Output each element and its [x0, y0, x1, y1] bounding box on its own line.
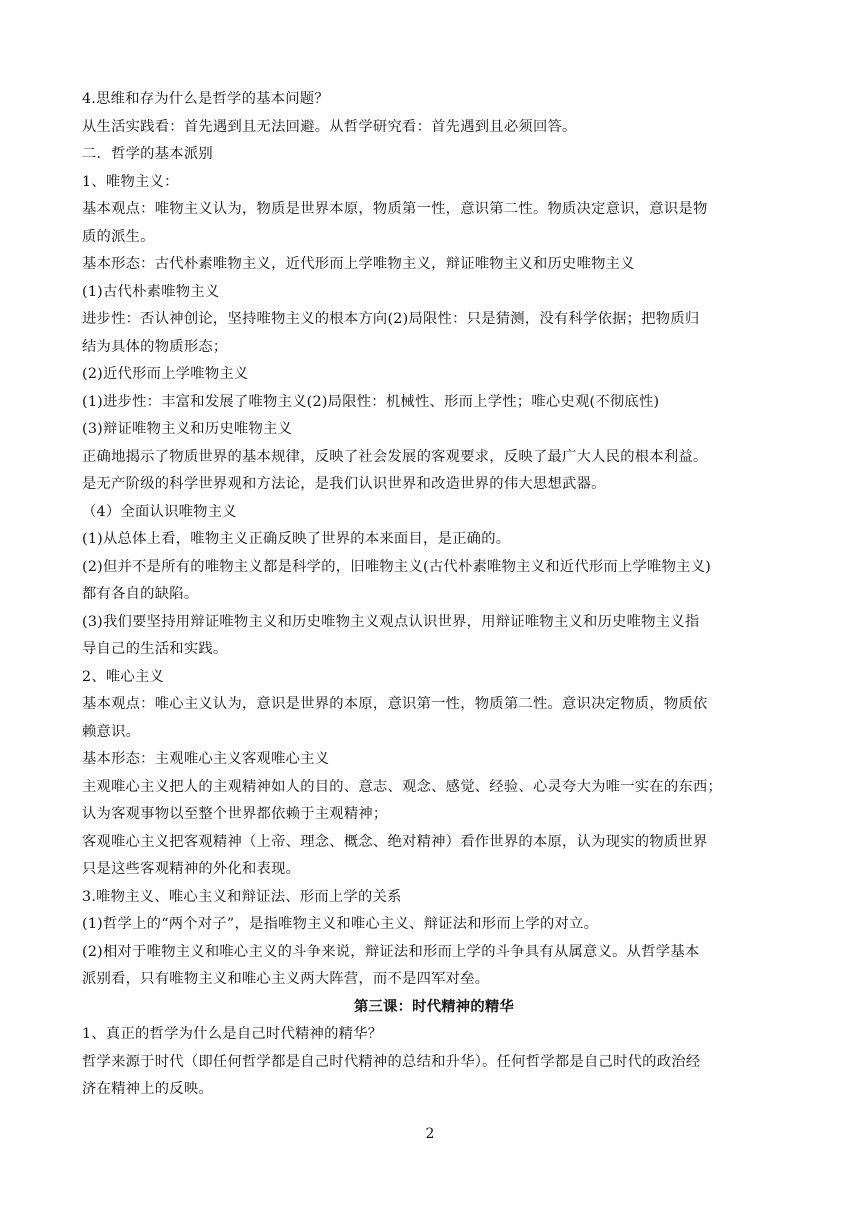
subsection-heading: 1、唯物主义： — [82, 173, 179, 190]
paragraph-line: 正确地揭示了物质世界的基本规律，反映了社会发展的客观要求，反映了最广大人民的根本利益。 — [82, 448, 708, 465]
paragraph-line: 哲学来源于时代（即任何哲学都是自己时代精神的总结和升华）。任何哲学都是自己时代的政治经 — [82, 1053, 701, 1070]
paragraph-line: (1)进步性：丰富和发展了唯物主义(2)局限性：机械性、形而上学性；唯心史观(不彻底性) — [82, 393, 660, 410]
item-heading: (2)近代形而上学唯物主义 — [82, 366, 249, 382]
paragraph-line: 赖意识。 — [82, 723, 141, 740]
paragraph-line: (1)从总体上看，唯物主义正确反映了世界的本来面目，是正确的。 — [82, 531, 511, 547]
document-body — [82, 86, 786, 1104]
paragraph-line: (2)相对于唯物主义和唯心主义的斗争来说，辩证法和形而上学的斗争具有从属意义。从哲学基本 — [82, 943, 700, 960]
paragraph-line: (1)哲学上的“两个对子”，是指唯物主义和唯心主义、辩证法和形而上学的对立。 — [82, 916, 599, 932]
paragraph-line: 进步性：否认神创论，坚持唯物主义的根本方向(2)局限性：只是猜测，没有科学依据；把物质归 — [82, 311, 700, 327]
paragraph-line: (3)我们要坚持用辩证唯物主义和历史唯物主义观点认识世界，用辩证唯物主义和历史唯物主义指 — [82, 613, 700, 630]
paragraph-line: 主观唯心主义把人的主观精神如人的目的、意志、观念、感觉、经验、心灵夸大为唯一实在的东西； — [82, 778, 723, 795]
item-heading: （4）全面认识唯物主义 — [82, 503, 237, 520]
paragraph-line: 都有各自的缺陷。 — [82, 586, 199, 602]
item-heading: (3)辩证唯物主义和历史唯物主义 — [82, 421, 293, 437]
paragraph-line: 客观唯心主义把客观精神（上帝、理念、概念、绝对精神）看作世界的本原，认为现实的物质世界 — [82, 833, 708, 850]
paragraph-line: 从生活实践看：首先遇到且无法回避。从哲学研究看：首先遇到且必须回答。 — [82, 118, 577, 135]
item-heading: (1)古代朴素唯物主义 — [82, 283, 220, 300]
paragraph-line: 认为客观事物以至整个世界都依赖于主观精神； — [82, 806, 388, 822]
paragraph-line: 基本观点：唯心主义认为，意识是世界的本原，意识第一性，物质第二性。意识决定物质，物质依 — [82, 696, 708, 712]
paragraph-line: 导自己的生活和实践。 — [82, 641, 228, 657]
paragraph-line: 派别看，只有唯物主义和唯心主义两大阵营，而不是四军对垒。 — [82, 971, 490, 987]
subsection-heading: 3.唯物主义、唯心主义和辩证法、形而上学的关系 — [82, 888, 402, 905]
paragraph-line: 是无产阶级的科学世界观和方法论，是我们认识世界和改造世界的伟大思想武器。 — [82, 476, 606, 492]
lesson-title: 第三课：时代精神的精华 — [353, 998, 514, 1015]
question-heading: 4.思维和存为什么是哲学的基本问题？ — [82, 91, 329, 107]
page-number: 2 — [425, 1126, 435, 1142]
paragraph-line: 质的派生。 — [82, 228, 155, 245]
paragraph-line: 结为具体的物质形态； — [82, 338, 228, 355]
paragraph-line: 基本观点：唯物主义认为，物质是世界本原，物质第一性，意识第二性。物质决定意识，意识是物 — [82, 201, 708, 217]
paragraph-line: 基本形态：古代朴素唯物主义，近代形而上学唯物主义，辩证唯物主义和历史唯物主义 — [82, 256, 635, 272]
section-heading: 二．哲学的基本派别 — [82, 146, 213, 162]
paragraph-line: 只是这些客观精神的外化和表现。 — [82, 861, 301, 877]
question-heading: 1、真正的哲学为什么是自己时代精神的精华？ — [82, 1026, 383, 1042]
paragraph-line: 济在精神上的反映。 — [82, 1081, 213, 1097]
paragraph-line: (2)但并不是所有的唯物主义都是科学的，旧唯物主义(古代朴素唯物主义和近代形而上学唯物主义) — [82, 558, 712, 575]
subsection-heading: 2、唯心主义 — [82, 668, 165, 685]
paragraph-line: 基本形态：主观唯心主义客观唯心主义 — [82, 751, 330, 767]
